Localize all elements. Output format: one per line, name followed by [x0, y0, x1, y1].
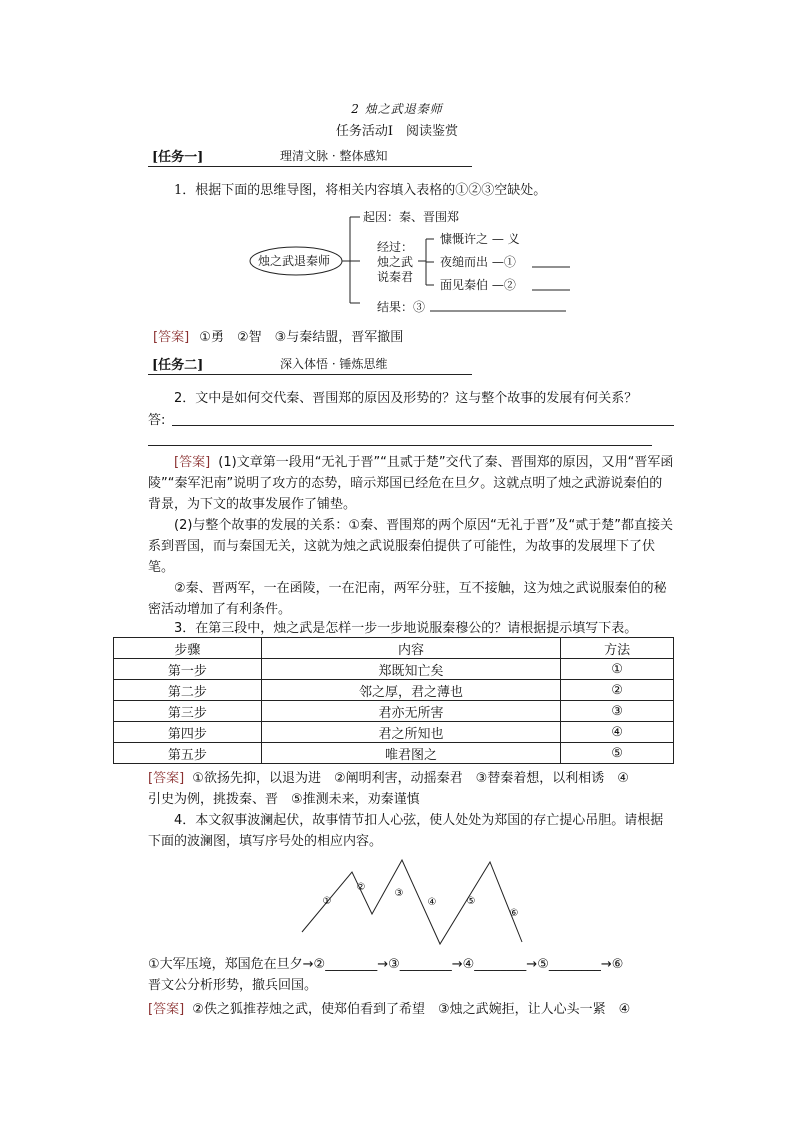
wave-label-2: ②	[356, 882, 366, 893]
fill-in-sequence	[148, 954, 678, 996]
table-cell: 第三步	[114, 701, 262, 722]
table-cell: 第五步	[114, 743, 262, 764]
answer-3	[148, 768, 678, 810]
mind-map-branch-1: 慷慨许之 — 义	[440, 232, 520, 246]
table-cell: ④	[561, 722, 674, 743]
answer-4-text: ②佚之狐推荐烛之武，使郑伯看到了希望 ③烛之武婉拒，让人心头一紧 ④	[192, 1002, 631, 1017]
table-cell: 第二步	[114, 680, 262, 701]
task1-subtitle: 理清文脉 · 整体感知	[280, 149, 388, 163]
process-label-line-2: 烛之武	[377, 255, 414, 269]
table-cell: ②	[561, 680, 674, 701]
table-cell: 君亦无所害	[261, 701, 560, 722]
mind-map-branch-2: 夜缒而出 —①	[440, 255, 516, 269]
activity-title: 任务活动Ⅰ 阅读鉴赏	[335, 124, 459, 139]
answer-tag: [答案]	[148, 1002, 185, 1017]
table-row	[114, 701, 674, 722]
answer-2-p1-text: (1)文章第一段用“无礼于晋”“且贰于楚”交代了秦、晋围郑的原因，又用“晋军函陵”“秦军汜南”说明了攻方的态势，暗示郑国已经危在旦夕。这就点明了烛之武游说秦伯的背景，为下文的故事发展作了铺垫。	[148, 455, 674, 512]
answer-1	[153, 326, 403, 345]
task1-tag: [任务一]	[152, 150, 204, 165]
fill-line-2: 晋文公分析形势，撤兵回国。	[148, 978, 318, 993]
table-row	[114, 722, 674, 743]
task2-header	[148, 354, 472, 375]
table-cell: 唯君图之	[261, 743, 560, 764]
lesson-title: 2 烛之武退秦师	[351, 102, 443, 116]
wave-label-5: ⑤	[466, 896, 476, 907]
fill-line-1[interactable]: ①大军压境，郑国危在旦夕→②________→③________→④________→⑤________→⑥	[148, 957, 624, 972]
answer-2-p2: (2)与整个故事的发展的关系：①秦、晋围郑的两个原因“无礼于晋”及“贰于楚”都直接关系到晋国，而与秦国无关，这就为烛之武说服秦伯提供了可能性，为故事的发展埋下了伏笔。	[148, 518, 674, 575]
table-cell: ①	[561, 659, 674, 680]
answer-3-line-2: 引史为例，挑拨秦、晋 ⑤推测未来，劝秦谨慎	[148, 792, 420, 807]
answer-2-p1	[148, 452, 674, 515]
header-content: 内容	[261, 638, 560, 659]
answer-4	[148, 998, 678, 1017]
table-cell: 君之所知也	[261, 722, 560, 743]
question-2: 2．文中是如何交代秦、晋围郑的原因及形势的？这与整个故事的发展有何关系？	[174, 391, 638, 406]
wave-label-4: ④	[427, 897, 437, 908]
answer-2-p3: ②秦、晋两军，一在函陵，一在汜南，两军分驻，互不接触，这为烛之武说服秦伯的秘密活动增加了有利条件。	[148, 581, 667, 617]
table-header-row	[114, 638, 674, 659]
mind-map-process-label	[377, 240, 413, 285]
header-method: 方法	[561, 638, 674, 659]
answer-1-text: ①勇 ②智 ③与秦结盟，晋军撤围	[199, 330, 404, 345]
answer-3-line-1-text: ①欲扬先抑，以退为进 ②阐明利害，动摇秦君 ③替秦着想，以利相诱 ④	[192, 771, 629, 786]
task2-subtitle: 深入体悟 · 锤炼思维	[280, 357, 388, 371]
table-cell: 郑既知亡矣	[261, 659, 560, 680]
mind-map-branch-3: 面见秦伯 —②	[440, 278, 516, 292]
answer-prefix: 答:	[148, 413, 166, 428]
answer-tag: [答案]	[148, 771, 185, 786]
answer-line-1[interactable]	[172, 425, 674, 426]
wave-diagram	[290, 852, 530, 946]
answer-line-2[interactable]	[148, 445, 652, 446]
task1-header	[148, 146, 472, 167]
wave-label-6: ⑥	[509, 908, 519, 919]
table-row	[114, 743, 674, 764]
process-label-line-3: 说秦君	[377, 270, 414, 284]
mind-map-cause: 起因：秦、晋围郑	[363, 210, 460, 224]
table-cell: ⑤	[561, 743, 674, 764]
table-row	[114, 659, 674, 680]
question-1: 1．根据下面的思维导图，将相关内容填入表格的①②③空缺处。	[174, 183, 547, 198]
table-cell: 邻之厚，君之薄也	[261, 680, 560, 701]
answer-tag: [答案]	[153, 330, 190, 345]
table-cell: 第四步	[114, 722, 262, 743]
mind-map-center: 烛之武退秦师	[258, 254, 331, 268]
task2-tag: [任务二]	[152, 358, 204, 373]
question-3: 3．在第三段中，烛之武是怎样一步一步地说服秦穆公的？请根据提示填写下表。	[174, 621, 638, 636]
wave-label-1: ①	[322, 896, 332, 907]
steps-table	[113, 637, 674, 764]
header-step: 步骤	[114, 638, 262, 659]
table-cell: 第一步	[114, 659, 262, 680]
answer-tag: [答案]	[174, 455, 211, 470]
wave-line	[302, 860, 522, 944]
table-row	[114, 680, 674, 701]
table-cell: ③	[561, 701, 674, 722]
mind-map-result: 结果：③	[377, 300, 426, 314]
process-label-line-1: 经过：	[377, 240, 414, 254]
question-4: 4．本文叙事波澜起伏，故事情节扣人心弦，使人处处为郑国的存亡提心吊胆。请根据下面的波澜图，填写序号处的相应内容。	[148, 813, 664, 849]
wave-label-3: ③	[394, 888, 404, 899]
answer-3-line-1	[148, 768, 678, 789]
